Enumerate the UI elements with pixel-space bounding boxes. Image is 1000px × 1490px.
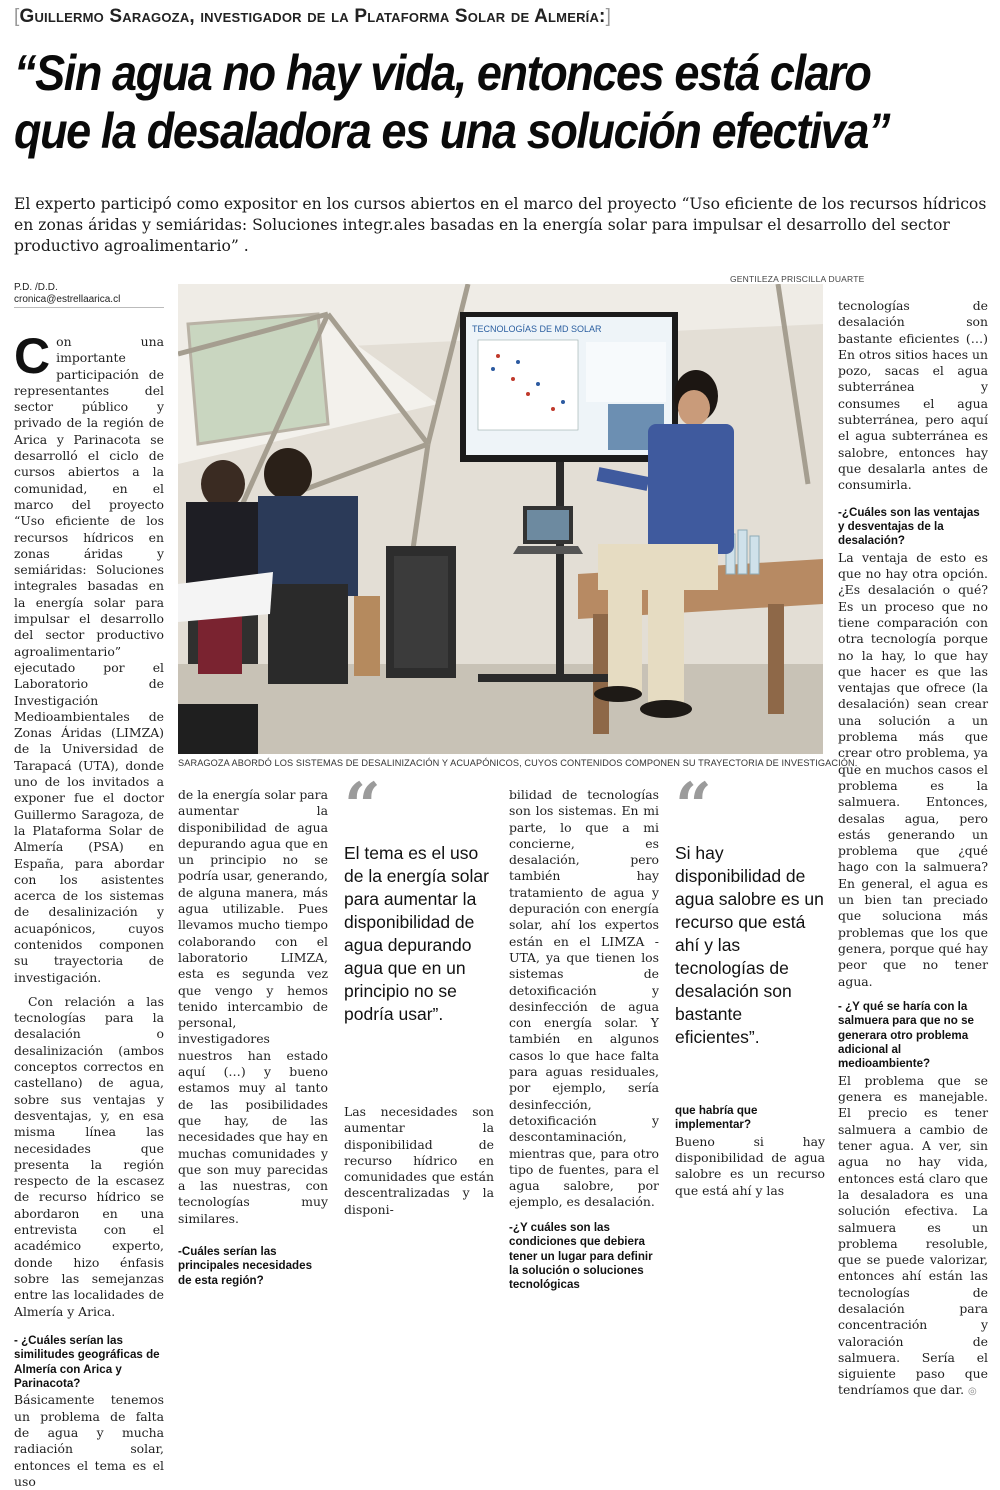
pull-quote-2-text: Si hay disponibilidad de agua salobre es un recurso que está ahí y las tecnologías de desalación son bastante eficientes”.	[675, 843, 824, 1047]
article-photo	[178, 284, 823, 754]
article-column-4	[509, 787, 659, 1294]
column-6-paragraph-1: tecnologías de desalación son bastante eficientes (…) En otros sitios haces un pozo, sacas el agua subterránea y consumes el agua subterránea, pero aquí el agua subterránea es salobre, entonces hay que desalarla antes de consumirla.	[838, 298, 989, 493]
question-2: -Cuáles serían las principales necesidades de esta región?	[178, 1245, 313, 1287]
photo-credit: GENTILEZA PRISCILLA DUARTE	[730, 274, 865, 284]
pull-quote-2	[675, 769, 825, 1049]
article-deck: El experto participó como expositor en los cursos abiertos en el marco del proyecto “Uso eficiente de los recursos hídricos en zonas áridas y semiáridas: Soluciones integr.ales basadas en la energía solar para impulsar el desarrollo del sector productivo agroalimentario” .	[14, 195, 987, 255]
kicker-text: Guillermo Saragoza, investigador de la Plataforma Solar de Almería:	[19, 6, 606, 27]
quote-mark-icon: “	[675, 769, 708, 844]
byline-divider	[14, 307, 164, 308]
answer-5	[838, 1073, 988, 1401]
question-5: - ¿Y qué se haría con la salmuera para que no se generara otro problema adicional al medioambiente?	[838, 999, 974, 1071]
drop-cap: C	[14, 328, 51, 384]
headline-line-1: “Sin agua no hay vida, entonces está claro	[14, 44, 871, 102]
question-3: -¿Y cuáles son las condiciones que debiera tener un lugar para definir la solución o soluciones tecnológicas	[509, 1220, 653, 1292]
end-mark-icon: ◎	[967, 1386, 977, 1398]
column-1-paragraph-1: on una importante participación de representantes del sector público y privado de la región de Arica y Parinacota se desarrolló el ciclo de cursos abiertos a la comunidad, en el marco del proyecto “Uso eficiente de los recursos hídricos en zonas áridas y semiáridas: Soluciones integrales basadas en la energía solar para impulsar el desarrollo del sector productivo agroalimentario” ejecutado por el Laboratorio de Investigación Medioambientales de Zonas Áridas (LIMZA) de la Universidad de Tarapacá (UTA), donde uno de los invitados a exponer fue el doctor Guillermo Saragoza, de la Plataforma Solar de Almería (PSA) en España, para abordar con los asistentes acerca de los sistemas de desalinización y acuapónicos, cuyos contenidos componen su trayectoria de investigación.	[14, 334, 164, 985]
article-column-5	[675, 1104, 825, 1199]
byline-email: cronica@estrellaarica.cl	[14, 294, 121, 305]
article-column-3	[344, 1104, 494, 1218]
answer-3: Bueno si hay disponibilidad de agua salobre es un recurso que está ahí y las	[675, 1133, 825, 1198]
article-column-6	[838, 298, 988, 1401]
question-4: -¿Cuáles son las ventajas y desventajas de la desalación?	[838, 505, 980, 548]
pull-quote-1-text: El tema es el uso de la energía solar para aumentar la disponibilidad de agua depurando agua que en un principio no se podría usar”.	[344, 843, 489, 1024]
question-3-continued: que habría que implementar?	[675, 1104, 758, 1132]
column-3-text: Las necesidades son aumentar la disponibilidad de recurso hídrico en comunidades que están descentralizadas y la disponi-	[344, 1104, 494, 1217]
column-2-text: de la energía solar para aumentar la disponibilidad de agua depurando agua que en un principio no se podría usar, generando, de alguna manera, más agua utilizable. Pues llevamos mucho tiempo colaborando con el laboratorio LIMZA, esta es segunda vez que vengo y hemos tenido intercambio de personal, investigadores nuestros han estado aquí (…) y bueno estamos muy al tanto de las posibilidades que hay, de las necesidades que hay en muchas comunidades y que son muy parecidas a las nuestras, con tecnologías muy similares.	[178, 787, 328, 1226]
photo-illustration	[178, 284, 823, 754]
article-column-1	[14, 328, 164, 1490]
answer-1: Básicamente tenemos un problema de falta de agua y mucha radiación solar, entonces el tema es el uso	[14, 1392, 164, 1489]
byline	[14, 282, 120, 306]
question-1: - ¿Cuáles serían las similitudes geográficas de Almería con Arica y Parinacota?	[14, 1333, 160, 1391]
headline	[14, 44, 989, 160]
pull-quote-1	[344, 769, 494, 1026]
byline-author: P.D. /D.D.	[14, 282, 58, 293]
headline-line-2: que la desaladora es una solución efectiva”	[14, 102, 890, 160]
column-1-intro	[14, 328, 164, 986]
column-1-paragraph-2: Con relación a las tecnologías para la desalación o desalinización (ambos conceptos correctos en castellano) de agua, sobre sus ventajas y desventajas, y, en esa misma línea las necesidades que presenta la región respecto de la escasez de recurso hídrico se abordaron en una entrevista con el académico experto, donde hizo énfasis sobre las semejanzas entre las localidades de Almería y Arica.	[14, 993, 164, 1319]
quote-mark-icon: “	[344, 769, 377, 844]
kicker-bracket-open: [	[14, 6, 20, 27]
photo-caption: SARAGOZA ABORDÓ LOS SISTEMAS DE DESALINIZACIÓN Y ACUAPÓNICOS, CUYOS CONTENIDOS COMPONEN SU TRAYECTORIA DE INVESTIGACIÓN.	[178, 758, 858, 768]
answer-4: La ventaja de esto es que no hay otra opción. ¿Es desalación o qué? Es un proceso que no tiene comparación con otra tecnología porque no la hay, lo que hay que hacer es que las ventajas que ofrece (la desalación) sean crear una solución a un problema más que crear otro problema, ya que en muchos casos el problema es la salmuera. Entonces, desalas agua, pero estás generando un problema que ¿qué hago con la salmuera? En general, el agua es un bien tan preciado que soluciona más problemas que los que genera, porque qué hay peor que no tener agua.	[838, 549, 988, 989]
article-column-2	[178, 787, 328, 1289]
answer-5-text: El problema que se genera es manejable. El precio es tener salmuera a cambio de tener agua. A ver, sin agua no hay vida, entonces está claro que la desaladora es una solución efectiva. La salmuera es un problema resoluble, que se puede valorizar, entonces ahí están las tecnologías de desalación para concentración y valoración de salmuera. Sería el siguiente paso que tendríamos que dar.	[838, 1072, 988, 1398]
screen-title: TECNOLOGÍAS DE MD SOLAR	[472, 324, 602, 334]
kicker-bracket-close: ]	[605, 6, 612, 27]
article-kicker	[14, 6, 611, 28]
column-4-text: bilidad de tecnologías son los sistemas. En mi parte, lo que a mi concierne, es desalación, pero también hay tratamiento de agua y depuración con energía solar, ahí los expertos están en el LIMZA - UTA, ya que tienen los sistemas de detoxificación y desinfección de agua con energía solar. Y también en algunos casos lo que hace falta para aguas residuales, por ejemplo, sería desinfección, detoxificación y descontaminación, mientras que, para otro tipo de fuentes, para el agua salobre, por ejemplo, es desalación.	[509, 787, 659, 1210]
